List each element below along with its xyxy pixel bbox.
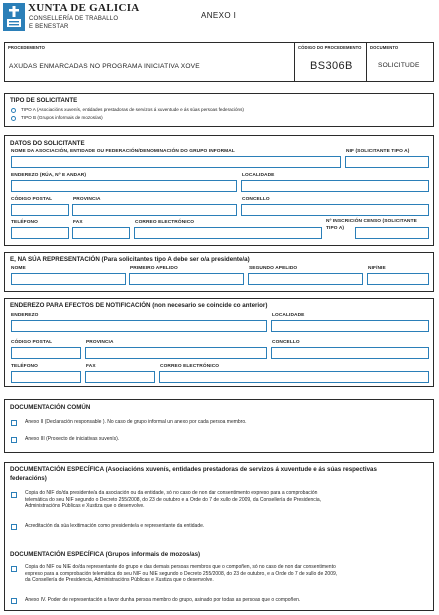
type-b-radio[interactable] — [11, 116, 16, 121]
specific-docs-section — [4, 462, 434, 611]
nif-input[interactable] — [345, 156, 429, 168]
address-label: ENDEREZO (RÚA, Nº E ANDAR) — [11, 173, 87, 178]
notif-municipality-input[interactable] — [271, 347, 429, 359]
rep-surname2-label: SEGUNDO APELIDO — [249, 266, 298, 271]
specific-docs-a-title-line-2: federacións) — [10, 475, 47, 482]
notif-municipality-label: CONCELLO — [272, 340, 300, 345]
rep-nif-input[interactable] — [367, 273, 429, 285]
rep-surname1-label: PRIMEIRO APELIDO — [130, 266, 178, 271]
annex-iii-checkbox[interactable] — [11, 437, 17, 443]
anexo-title: ANEXO I — [201, 11, 237, 20]
locality-label: LOCALIDADE — [242, 173, 275, 178]
representative-title: E, NA SÚA REPRESENTACIÓN (Para solicitantes tipo A debe ser o/a presidente/a) — [10, 256, 250, 263]
name-input[interactable] — [11, 156, 341, 168]
group-nif-text — [25, 564, 337, 584]
rep-surname2-input[interactable] — [248, 273, 363, 285]
type-b-label: TIPO B (Grupos informais de mozos/as) — [21, 115, 103, 120]
group-nif-text-line-1: Copia do NIF ou NIE do/da representante do grupo e das demais persoas membros que o compoñen, só no caso de non dar consentimento — [25, 564, 336, 570]
rep-nif-label: NIF/NIE — [368, 266, 386, 271]
census-input[interactable] — [355, 227, 429, 239]
province-label: PROVINCIA — [73, 197, 101, 202]
notif-email-input[interactable] — [159, 371, 429, 383]
president-nif-text-line-3: Administracións Públicas e Xustiza que o desenvolve. — [25, 503, 145, 510]
type-a-radio[interactable] — [11, 108, 16, 113]
rep-name-input[interactable] — [11, 273, 126, 285]
fax-label: FAX — [73, 220, 83, 225]
fax-input[interactable] — [72, 227, 130, 239]
name-label: NOME DA ASOCIACIÓN, ENTIDADE OU FEDERACIÓN/DENOMINACIÓN DO GRUPO INFORMAL — [11, 149, 235, 154]
notif-province-input[interactable] — [85, 347, 267, 359]
group-nif-checkbox[interactable] — [11, 566, 17, 572]
notif-address-input[interactable] — [11, 320, 267, 332]
common-docs-title: DOCUMENTACIÓN COMÚN — [10, 404, 91, 411]
page-header — [0, 0, 439, 40]
applicant-data-title: DATOS DO SOLICITANTE — [10, 140, 85, 147]
president-nif-text-line-1: Copia do NIF do/da presidente/a da asociación ou da entidade, só no caso de non dar consentimento expreso para a comprobación — [25, 490, 318, 496]
group-nif-text-line-2: expreso para a comprobación telemática do seu NIF ou NIE segundo o Decreto 255/2008, do 23 de outubro, e a Orde do 7 de xullo de 2009, — [25, 570, 338, 577]
email-input[interactable] — [134, 227, 322, 239]
president-nif-text-line-2: telemática do seu NIF segundo o Decreto 255/2008, do 23 de outubro e a Orde do 7 de xullo de 2009, da Consellería de Presidencia, — [25, 496, 322, 503]
procedure-code: BS306B — [310, 60, 353, 72]
document-col-label: DOCUMENTO — [370, 45, 399, 50]
municipality-input[interactable] — [241, 204, 429, 216]
notif-phone-label: TELÉFONO — [11, 364, 38, 369]
municipality-label: CONCELLO — [242, 197, 270, 202]
province-input[interactable] — [72, 204, 237, 216]
rep-surname1-input[interactable] — [129, 273, 244, 285]
email-label: CORREO ELECTRÓNICO — [135, 220, 195, 225]
annex-iv-checkbox[interactable] — [11, 598, 17, 604]
annex-iii-text: Anexo III (Proxecto de iniciativas xuvenís). — [25, 436, 120, 442]
annex-iv-text: Anexo IV. Poder de representación a favor dunha persoa membro do grupo, asinado por todas as persoas que o compoñen. — [25, 597, 301, 603]
notif-locality-label: LOCALIDADE — [272, 313, 305, 318]
logo-subtitle-line-1: CONSELLERÍA DE TRABALLO — [29, 16, 119, 22]
president-nif-checkbox[interactable] — [11, 492, 17, 498]
specific-docs-a-title-line-1: DOCUMENTACIÓN ESPECÍFICA (Asociacións xuvenís, entidades prestadoras de servizos á xuventude e ás súas respectivas — [10, 466, 377, 473]
group-nif-text-line-3: da Consellería de Presidencia, Administracións Públicas e Xustiza que o desenvolve. — [25, 577, 214, 584]
president-nif-text — [25, 490, 321, 510]
address-input[interactable] — [11, 180, 237, 192]
notif-locality-input[interactable] — [271, 320, 429, 332]
phone-label: TELÉFONO — [11, 220, 38, 225]
notif-phone-input[interactable] — [11, 371, 81, 383]
procedure-divider — [294, 42, 295, 82]
notif-postal-code-label: CÓDIGO POSTAL — [11, 340, 53, 345]
notif-fax-label: FAX — [86, 364, 96, 369]
document-type: SOLICITUDE — [378, 62, 420, 69]
legitimation-text: Acreditación da súa lexitimación como presidente/a e representante da entidade. — [25, 523, 205, 529]
procedure-code-col-label: CÓDIGO DO PROCEDEMENTO — [298, 45, 362, 50]
locality-input[interactable] — [241, 180, 429, 192]
phone-input[interactable] — [11, 227, 69, 239]
rep-name-label: NOME — [11, 266, 26, 271]
procedure-divider — [366, 42, 367, 82]
postal-code-label: CÓDIGO POSTAL — [11, 197, 53, 202]
specific-docs-b-title: DOCUMENTACIÓN ESPECÍFICA (Grupos informais de mozos/as) — [10, 551, 201, 558]
notification-title: ENDEREZO PARA EFECTOS DE NOTIFICACIÓN (non necesario se coincide co anterior) — [10, 302, 268, 309]
notif-address-label: ENDEREZO — [11, 313, 39, 318]
xunta-shield-logo-icon — [3, 3, 25, 31]
legitimation-checkbox[interactable] — [11, 524, 17, 530]
logo-title: XUNTA DE GALICIA — [28, 2, 140, 14]
type-a-label: TIPO A (Asociacións xuvenís, entidades prestadoras de servizos á xuventude e ás súas persoas federacións) — [21, 107, 244, 112]
logo-subtitle-line-2: E BENESTAR — [29, 24, 69, 30]
census-label-line-1: Nº INSCRICIÓN CENSO (SOLICITANTE — [326, 219, 417, 224]
notif-postal-code-input[interactable] — [11, 347, 81, 359]
annex-ii-text: Anexo II (Declaración responsable ). No caso de grupo informal un anexo por cada persoa membro. — [25, 419, 247, 425]
notif-fax-input[interactable] — [85, 371, 155, 383]
postal-code-input[interactable] — [11, 204, 69, 216]
census-label-line-2: TIPO A) — [326, 226, 345, 231]
procedure-name: AXUDAS ENMARCADAS NO PROGRAMA INICIATIVA XOVE — [9, 63, 200, 70]
annex-ii-checkbox[interactable] — [11, 420, 17, 426]
nif-label: NIF (SOLICITANTE TIPO A) — [346, 149, 410, 154]
notif-email-label: CORREO ELECTRÓNICO — [160, 364, 220, 369]
applicant-type-title: TIPO DE SOLICITANTE — [10, 97, 78, 104]
notif-province-label: PROVINCIA — [86, 340, 114, 345]
procedure-col-label: PROCEDEMENTO — [8, 45, 45, 50]
logo-subtitle — [29, 15, 118, 31]
